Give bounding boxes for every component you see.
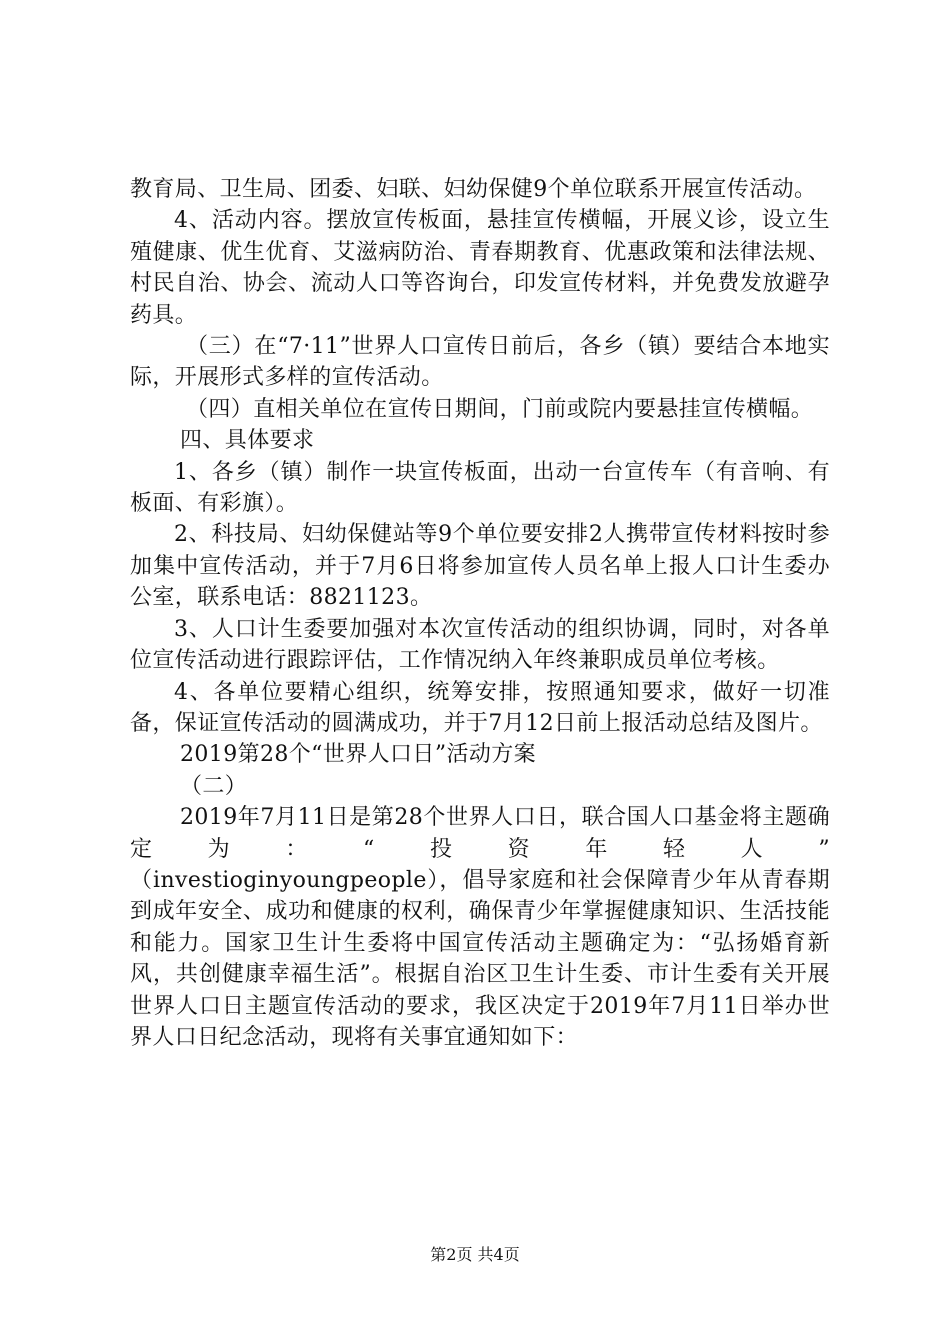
paragraph-unit-list-continued: 教育局、卫生局、团委、妇联、妇幼保健9个单位联系开展宣传活动。 xyxy=(130,177,817,202)
document-body xyxy=(130,174,830,1053)
paragraph-requirement-2: 2、科技局、妇幼保健站等9个单位要安排2人携带宣传材料按时参加集中宣传活动，并于7月6日将参加宣传人员名单上报人口计生委办公室，联系电话：8821123。 xyxy=(130,522,830,611)
paragraph-requirement-3: 3、人口计生委要加强对本次宣传活动的组织协调，同时，对各单位宣传活动进行跟踪评估，工作情况纳入年终兼职成员单位考核。 xyxy=(130,616,830,674)
paragraph-activity-content: 4、活动内容。摆放宣传板面，悬挂宣传横幅，开展义诊，设立生殖健康、优生优育、艾滋病防治、青春期教育、优惠政策和法律法规、村民自治、协会、流动人口等咨询台，印发宣传材料，并免费发放避孕药具。 xyxy=(130,208,830,328)
paragraph-intro-continued: （investioginyoungpeople），倡导家庭和社会保障青少年从青春期到成年安全、成功和健康的权利，确保青少年掌握健康知识、生活技能和能力。国家卫生计生委将中国宣传活动主题确定为：“弘扬婚育新风，共创健康幸福生活”。根据自治区卫生计生委、市计生委有关开展世界人口日主题宣传活动的要求，我区决定于2019年7月11日举办世界人口日纪念活动，现将有关事宜通知如下： xyxy=(130,867,830,1050)
paragraph-requirement-4: 4、各单位要精心组织，统筹安排，按照通知要求，做好一切准备，保证宣传活动的圆满成功，并于7月12日前上报活动总结及图片。 xyxy=(130,679,830,736)
paragraph-section-three: （三）在“7·11”世界人口宣传日前后，各乡（镇）要结合本地实际，开展形式多样的宣传活动。 xyxy=(130,334,830,391)
page-footer: 第2页 共4页 xyxy=(430,1245,520,1264)
paragraph-section-four: （四）直相关单位在宣传日期间，门前或院内要悬挂宣传横幅。 xyxy=(186,396,814,422)
paragraph-requirement-1: 1、各乡（镇）制作一块宣传板面，出动一台宣传车（有音响、有板面、有彩旗）。 xyxy=(130,459,830,517)
plan-title: 2019第28个“世界人口日”活动方案 xyxy=(180,742,537,768)
plan-subtitle: （二） xyxy=(180,773,248,799)
paragraph-intro-first: 2019年7月11日是第28个世界人口日，联合国人口基金将主题确定为：“投资年轻人” xyxy=(130,805,830,862)
heading-specific-requirements: 四、具体要求 xyxy=(180,428,315,454)
